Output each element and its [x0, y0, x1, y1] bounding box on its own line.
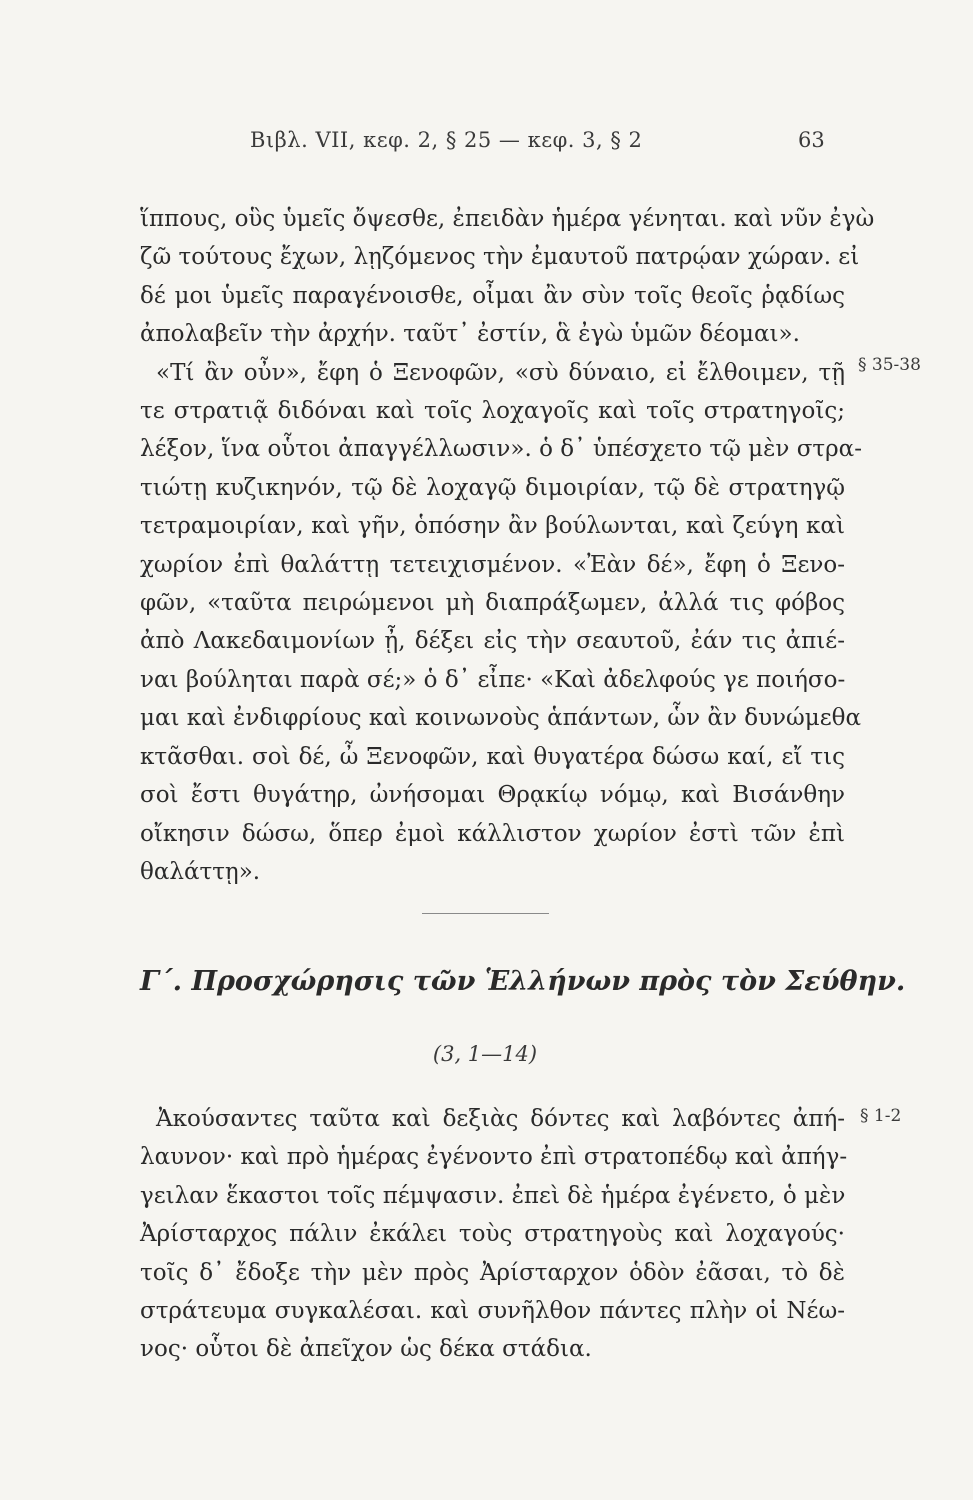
text-line: σοὶ ἔστι θυγάτηρ, ὠνήσομαι Θρᾳκίῳ νόμῳ, καὶ Βισάνθην: [140, 782, 845, 809]
text-line: ἀπὸ Λακεδαιμονίων ᾖ, δέξει εἰς τὴν σεαυτοῦ, ἐάν τις ἀπιέ-: [140, 628, 845, 655]
margin-section-note: § 1-2: [860, 1106, 902, 1126]
text-line: οἴκησιν δώσω, ὅπερ ἐμοὶ κάλλιστον χωρίον ἐστὶ τῶν ἐπὶ: [140, 820, 845, 847]
text-line: τοῖς δ᾽ ἔδοξε τὴν μὲν πρὸς Ἀρίσταρχον ὁδὸν ἐᾶσαι, τὸ δὲ: [140, 1259, 845, 1286]
running-header: Βιβλ. VII, κεφ. 2, § 25 — κεφ. 3, § 2: [250, 128, 643, 152]
text-line: χωρίον ἐπὶ θαλάττῃ τετειχισμένον. «Ἐὰν δέ», ἔφη ὁ Ξενο-: [140, 551, 845, 578]
text-line: Ἀρίσταρχος πάλιν ἐκάλει τοὺς στρατηγοὺς καὶ λοχαγούς·: [140, 1221, 845, 1248]
text-line: ἀπολαβεῖν τὴν ἀρχήν. ταῦτ᾽ ἐστίν, ἃ ἐγὼ ὑμῶν δέομαι».: [140, 321, 800, 348]
text-line: τετραμοιρίαν, καὶ γῆν, ὁπόσην ἂν βούλωνται, καὶ ζεύγη καὶ: [140, 513, 845, 540]
text-line: φῶν, «ταῦτα πειρώμενοι μὴ διαπράξωμεν, ἀλλά τις φόβος: [140, 590, 845, 617]
paragraph-section-3: [140, 1100, 848, 1369]
page-number: 63: [798, 128, 825, 152]
text-line: τε στρατιᾷ διδόναι καὶ τοῖς λοχαγοῖς καὶ τοῖς στρατηγοῖς;: [140, 398, 845, 425]
text-line: τιώτῃ κυζικηνόν, τῷ δὲ λοχαγῷ διμοιρίαν, τῷ δὲ στρατηγῷ: [140, 474, 845, 501]
text-line: γειλαν ἕκαστοι τοῖς πέμψασιν. ἐπεὶ δὲ ἡμέρα ἐγένετο, ὁ μὲν: [140, 1182, 846, 1209]
text-line: νος· οὗτοι δὲ ἀπεῖχον ὡς δέκα στάδια.: [140, 1336, 592, 1363]
section-heading: Γ΄. Προσχώρησις τῶν Ἑλλήνων πρὸς τὸν Σεύθην.: [140, 966, 906, 997]
section-range: (3, 1—14): [432, 1042, 538, 1066]
paragraph-continuation: [140, 200, 875, 891]
text-line: «Τί ἂν οὖν», ἔφη ὁ Ξενοφῶν, «σὺ δύναιο, εἰ ἔλθοιμεν, τῇ: [156, 359, 845, 386]
text-line: θαλάττῃ».: [140, 858, 261, 885]
divider: [422, 913, 549, 914]
text-line: μαι καὶ ἐνδιφρίους καὶ κοινωνοὺς ἁπάντων, ὧν ἂν δυνώμεθα: [140, 705, 862, 732]
text-line: λέξον, ἵνα οὗτοι ἀπαγγέλλωσιν». ὁ δ᾽ ὑπέσχετο τῷ μὲν στρα-: [140, 436, 862, 463]
text-line: ἵππους, οὓς ὑμεῖς ὄψεσθε, ἐπειδὰν ἡμέρα γένηται. καὶ νῦν ἐγὼ: [140, 206, 875, 232]
text-line: ναι βούληται παρὰ σέ;» ὁ δ᾽ εἶπε· «Καὶ ἀδελφούς γε ποιήσο-: [140, 666, 846, 693]
text-line: δέ μοι ὑμεῖς παραγένοισθε, οἶμαι ἂν σὺν τοῖς θεοῖς ῥᾳδίως: [140, 282, 845, 309]
text-line: κτᾶσθαι. σοὶ δέ, ὦ Ξενοφῶν, καὶ θυγατέρα δώσω καί, εἴ τις: [140, 743, 845, 770]
text-line: Ἀκούσαντες ταῦτα καὶ δεξιὰς δόντες καὶ λαβόντες ἀπή-: [156, 1106, 845, 1132]
margin-section-note: § 35-38: [858, 355, 921, 375]
text-line: στράτευμα συγκαλέσαι. καὶ συνῆλθον πάντες πλὴν οἱ Νέω-: [140, 1298, 845, 1325]
text-line: λαυνον· καὶ πρὸ ἡμέρας ἐγένοντο ἐπὶ στρατοπέδῳ καὶ ἀπήγ-: [140, 1144, 848, 1171]
text-line: ζῶ τούτους ἔχων, λῃζόμενος τὴν ἐμαυτοῦ πατρῴαν χώραν. εἰ: [140, 244, 860, 271]
